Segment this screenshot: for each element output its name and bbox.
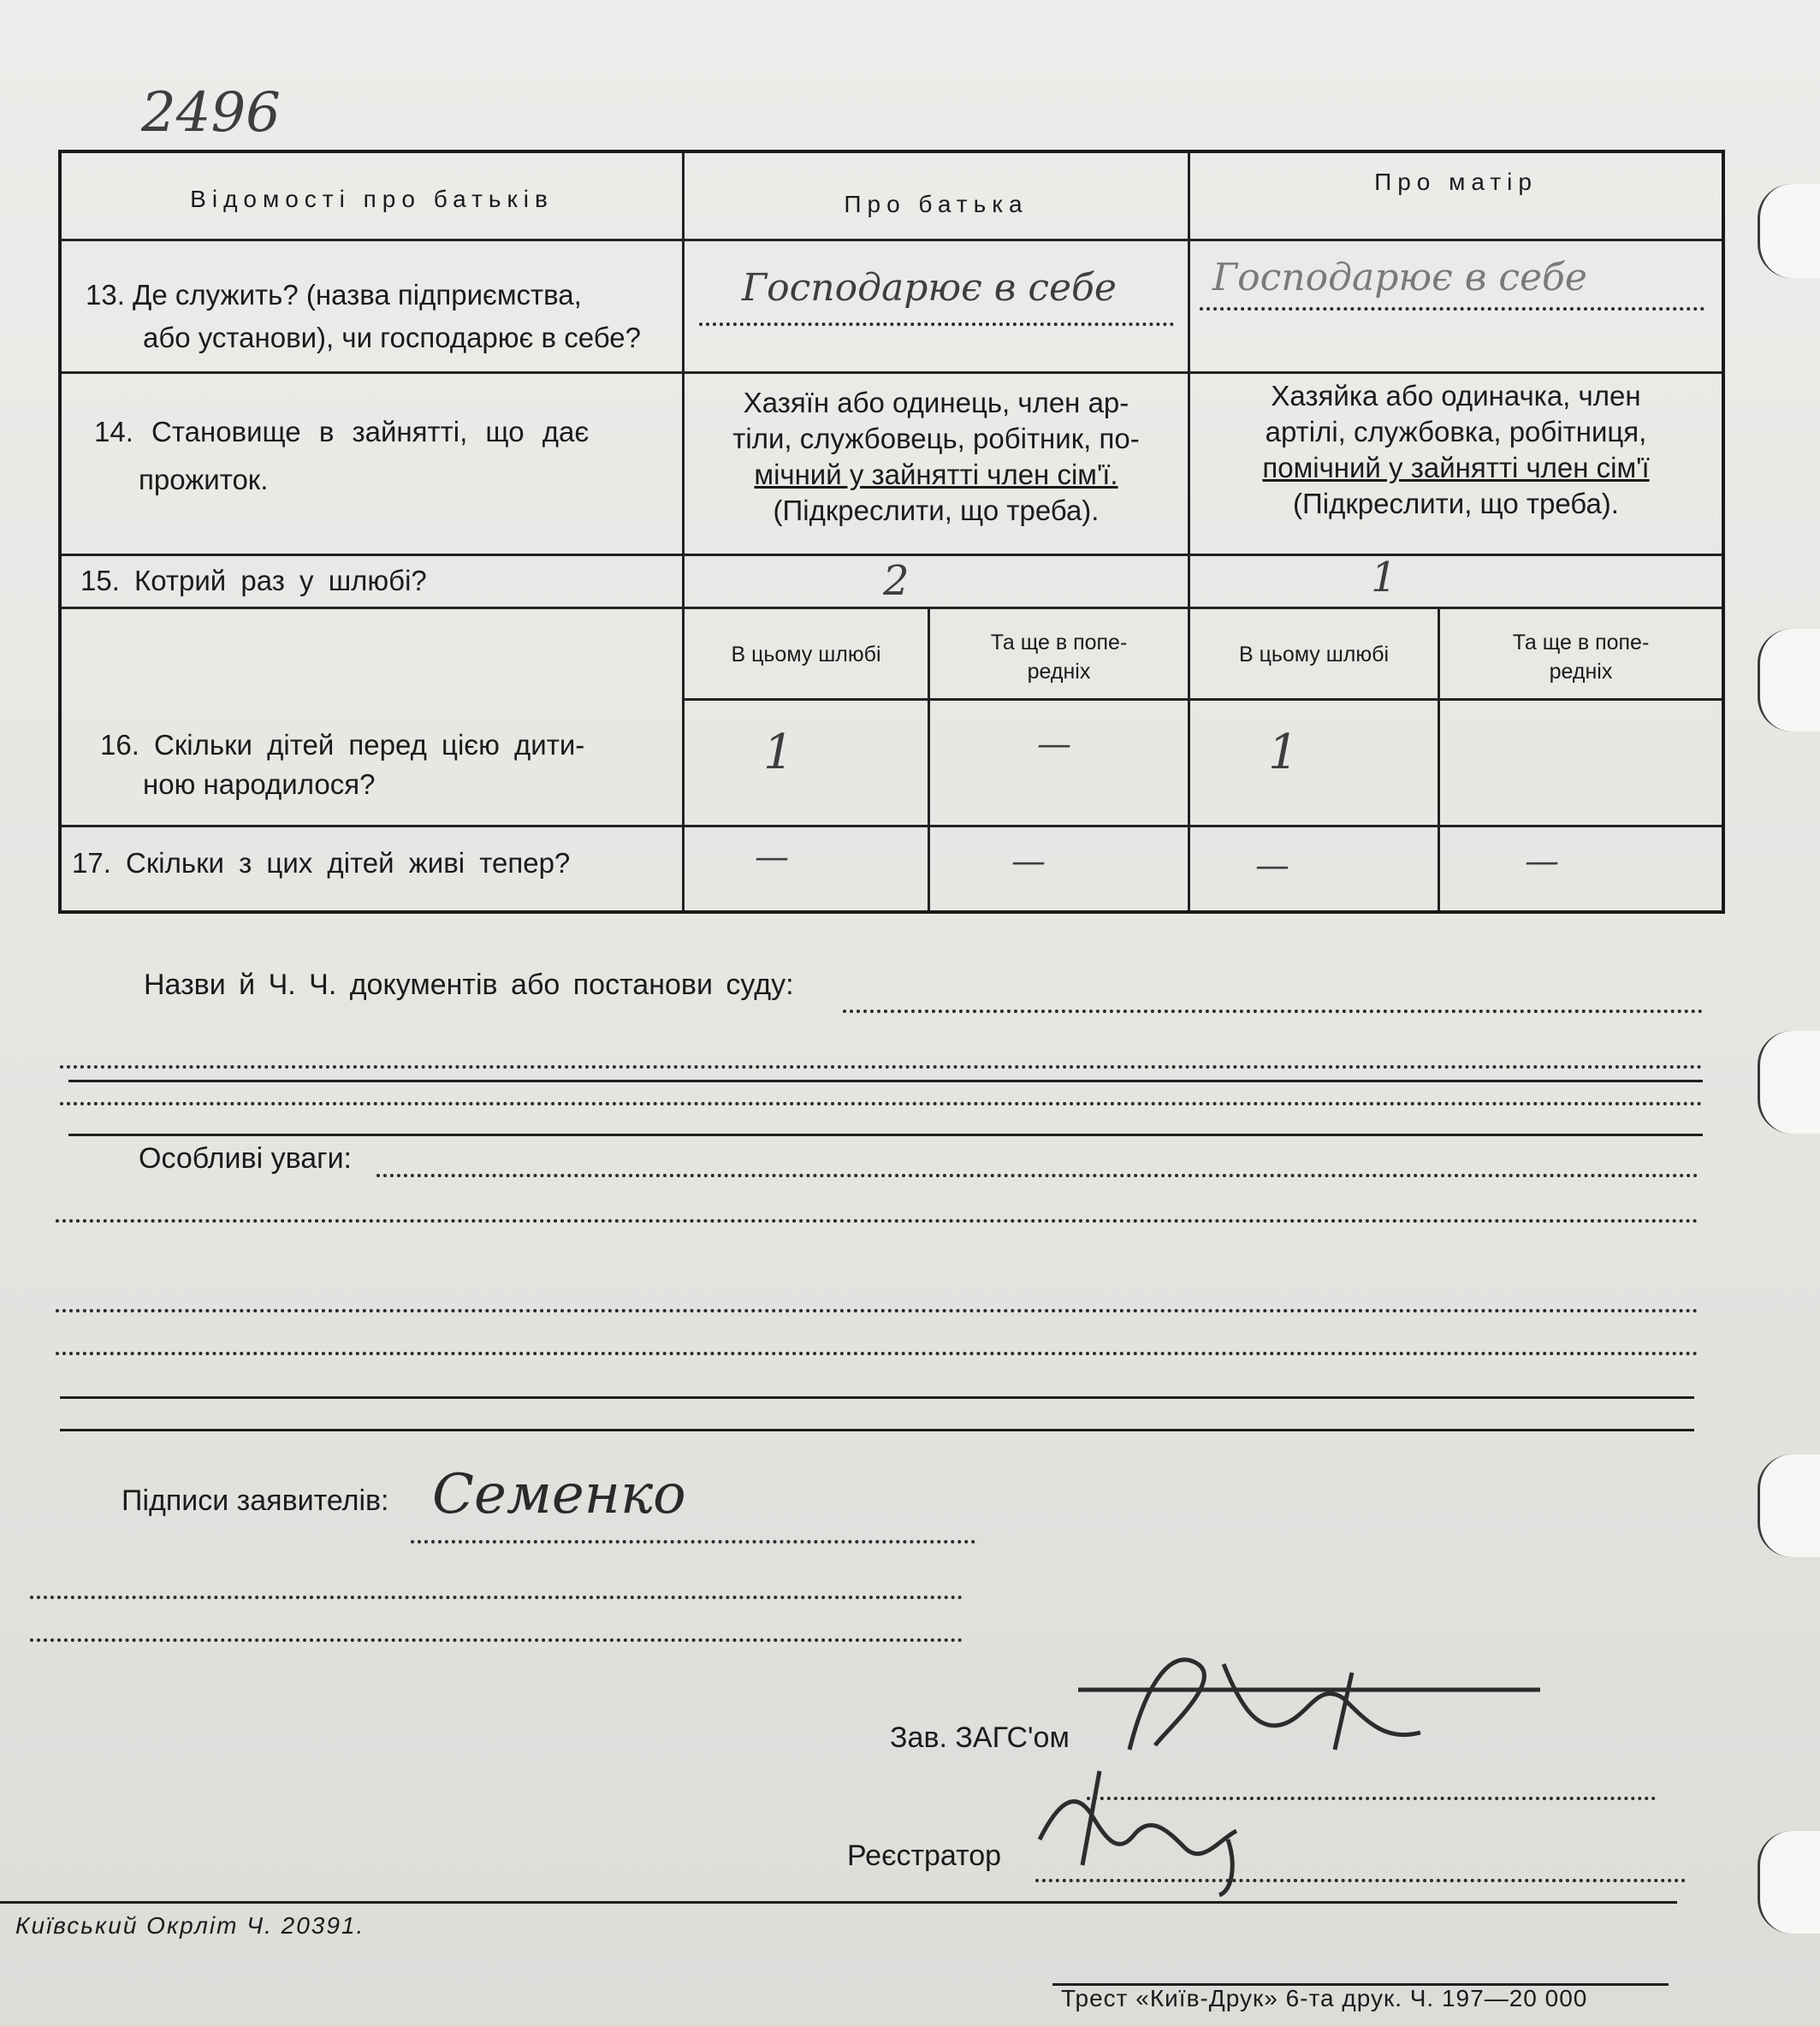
q17-label: 17. Скільки з цих дітей живі тепер? bbox=[72, 847, 571, 879]
q16-mother-this: 1 bbox=[1268, 725, 1299, 780]
subheader-divider bbox=[682, 698, 1722, 701]
documents-rule-2 bbox=[68, 1134, 1703, 1136]
torn-edge-4 bbox=[1758, 1454, 1820, 1557]
signatures-line-2 bbox=[30, 1596, 963, 1599]
remarks-line-2 bbox=[56, 1219, 1698, 1223]
q14-father-line4: (Підкреслити, що треба). bbox=[773, 495, 1100, 526]
remarks-line-3 bbox=[56, 1309, 1698, 1312]
col-divider bbox=[682, 153, 685, 910]
q16-label-line1: 16. Скільки дітей перед цією дити- bbox=[100, 729, 585, 761]
header-parents-info: Відомості про батьків bbox=[190, 186, 554, 212]
row-divider bbox=[62, 607, 1722, 609]
row-divider bbox=[62, 825, 1722, 827]
documents-rule-1 bbox=[68, 1080, 1703, 1082]
remarks-line-1 bbox=[376, 1174, 1698, 1177]
zags-head-signature bbox=[1027, 1630, 1540, 1767]
q17-mother-this: — bbox=[1255, 846, 1289, 886]
q13-label-line2: або установи), чи господарює в себе? bbox=[143, 322, 641, 353]
signatures-line-3 bbox=[30, 1638, 963, 1642]
registrar-signature bbox=[1023, 1754, 1262, 1899]
q15-label: 15. Котрий раз у шлюбі? bbox=[80, 565, 427, 596]
q17-father-this: — bbox=[755, 838, 789, 877]
header-mother: Про матір bbox=[1374, 169, 1538, 195]
row-divider bbox=[62, 371, 1722, 374]
documents-label: Назви й Ч. Ч. документів або постанови суду: bbox=[144, 969, 794, 1001]
signatures-label: Підписи заявителів: bbox=[122, 1484, 389, 1517]
printer-right: Трест «Київ-Друк» 6-та друк. Ч. 197—20 000 bbox=[1061, 1985, 1588, 2011]
q16-mother-prev-header-line2: редніх bbox=[1549, 660, 1613, 684]
q15-mother-answer: 1 bbox=[1371, 554, 1397, 601]
q17-mother-prev: — bbox=[1525, 842, 1559, 881]
documents-line-2 bbox=[60, 1065, 1703, 1069]
remarks-label: Особливі уваги: bbox=[139, 1142, 353, 1175]
printer-left: Київський Окрліт Ч. 20391. bbox=[15, 1912, 365, 1939]
q13-mother-line bbox=[1200, 307, 1704, 311]
header-father: Про батька bbox=[844, 191, 1029, 217]
torn-edge-3 bbox=[1758, 1031, 1820, 1134]
q14-father-line1: Хазяїн або одинець, член ар- bbox=[743, 387, 1129, 418]
documents-line-1 bbox=[843, 1010, 1703, 1013]
registrar-label: Реєстратор bbox=[847, 1839, 1002, 1872]
q14-label-line1: 14. Становище в зайнятті, що дає bbox=[94, 416, 590, 447]
q13-father-answer: Господарює в себе bbox=[742, 266, 1117, 310]
q14-father-line2: тіли, службовець, робітник, по- bbox=[732, 423, 1140, 454]
q16-label-line2: ною народилося? bbox=[143, 768, 376, 800]
q15-father-answer: 2 bbox=[883, 557, 910, 605]
q14-mother-line2: артілі, службовка, робітниця, bbox=[1265, 416, 1647, 447]
signatures-line-1 bbox=[411, 1540, 975, 1543]
registrar-line bbox=[1035, 1879, 1686, 1882]
q16-father-prev-header-line2: редніх bbox=[1027, 660, 1091, 684]
documents-line-3 bbox=[60, 1102, 1703, 1105]
q14-mother-line3: помічний у зайнятті член сім'ї bbox=[1262, 452, 1650, 483]
q16-father-prev-header-line1: Та ще в попе- bbox=[990, 631, 1128, 655]
row-divider bbox=[62, 554, 1722, 556]
q13-mother-answer: Господарює в себе bbox=[1212, 256, 1587, 299]
q13-label-line1: 13. Де служить? (назва підприємства, bbox=[86, 279, 582, 311]
col-divider bbox=[1188, 153, 1190, 910]
page-number: 2496 bbox=[141, 81, 281, 145]
q13-father-line bbox=[699, 323, 1174, 326]
torn-edge-5 bbox=[1758, 1831, 1820, 1934]
remarks-rule-1 bbox=[60, 1396, 1694, 1399]
q16-father-this: 1 bbox=[763, 725, 794, 780]
q14-father-line3: мічний у зайнятті член сім'ї. bbox=[754, 459, 1118, 490]
q16-father-this-header: В цьому шлюбі bbox=[731, 643, 881, 666]
parents-info-table bbox=[58, 150, 1725, 914]
torn-edge-1 bbox=[1758, 184, 1820, 278]
remarks-rule-2 bbox=[60, 1429, 1694, 1431]
footer-rule-left bbox=[0, 1901, 1677, 1904]
torn-edge-2 bbox=[1758, 629, 1820, 732]
zags-head-label: Зав. ЗАГС'ом bbox=[890, 1721, 1070, 1754]
q16-father-prev: — bbox=[1037, 725, 1071, 764]
q17-father-prev: — bbox=[1011, 842, 1046, 881]
q14-label-line2: прожиток. bbox=[139, 464, 269, 495]
q14-mother-line1: Хазяйка або одиначка, член bbox=[1271, 380, 1641, 412]
q16-mother-this-header: В цьому шлюбі bbox=[1238, 643, 1390, 666]
q16-mother-prev-header-line1: Та ще в попе- bbox=[1512, 631, 1650, 655]
row-divider bbox=[62, 239, 1722, 241]
applicant-signature: Семенко bbox=[432, 1463, 686, 1526]
q14-mother-line4: (Підкреслити, що треба). bbox=[1293, 488, 1619, 519]
remarks-line-4 bbox=[56, 1352, 1698, 1355]
